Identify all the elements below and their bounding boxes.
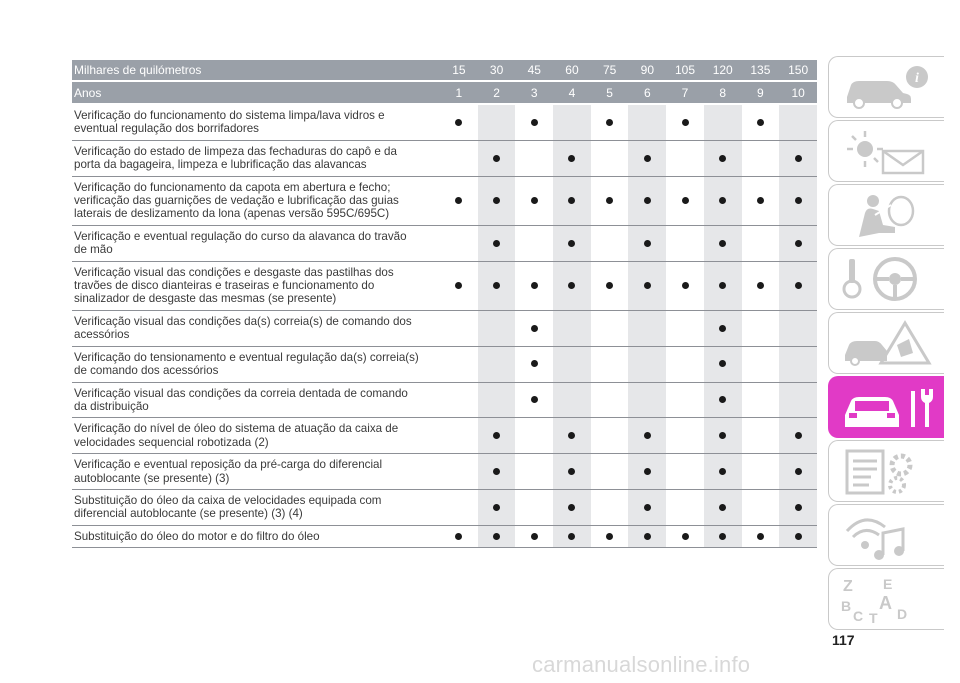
interval-cell xyxy=(440,454,478,490)
interval-cell xyxy=(779,454,817,490)
interval-cell xyxy=(666,262,704,311)
scheduled-mark xyxy=(757,119,764,126)
table-row xyxy=(72,347,817,383)
interval-cell xyxy=(440,226,478,262)
km-header-cell: 45 xyxy=(515,60,553,82)
operation-description: Verificação e eventual regulação do curso da alavanca do travão de mão xyxy=(72,226,440,262)
scheduled-mark xyxy=(795,197,802,204)
scheduled-mark xyxy=(682,119,689,126)
tab-safety[interactable] xyxy=(828,184,944,246)
tab-index[interactable] xyxy=(828,568,944,630)
interval-cell xyxy=(666,177,704,226)
scheduled-mark xyxy=(644,468,651,475)
interval-cell xyxy=(742,177,780,226)
interval-cell xyxy=(440,141,478,177)
scheduled-mark xyxy=(531,396,538,403)
scheduled-mark xyxy=(606,119,613,126)
scheduled-mark xyxy=(568,432,575,439)
interval-cell xyxy=(478,262,516,311)
interval-cell xyxy=(704,105,742,141)
interval-cell xyxy=(515,490,553,526)
car-info-icon xyxy=(839,63,935,113)
scheduled-mark xyxy=(493,240,500,247)
km-header-label: Milhares de quilómetros xyxy=(72,60,440,82)
interval-cell xyxy=(515,177,553,226)
interval-cell xyxy=(440,311,478,347)
interval-cell xyxy=(591,490,629,526)
operation-description: Substituição do óleo da caixa de velocidades equipada com diferencial autoblocante (se presente) (3) (4) xyxy=(72,490,440,526)
year-header-cell: 6 xyxy=(628,82,666,105)
year-header-cell: 9 xyxy=(742,82,780,105)
interval-cell xyxy=(666,226,704,262)
interval-cell xyxy=(591,526,629,548)
table-row xyxy=(72,105,817,141)
scheduled-mark xyxy=(644,504,651,511)
scheduled-mark xyxy=(531,197,538,204)
table-row xyxy=(72,177,817,226)
scheduled-mark xyxy=(493,155,500,162)
interval-cell xyxy=(440,418,478,454)
scheduled-mark xyxy=(795,504,802,511)
scheduled-mark xyxy=(568,533,575,540)
index-letter: D xyxy=(897,606,908,622)
interval-cell xyxy=(553,105,591,141)
interval-cell xyxy=(515,383,553,419)
scheduled-mark xyxy=(682,197,689,204)
tab-technical-data[interactable] xyxy=(828,440,944,502)
interval-cell xyxy=(628,262,666,311)
operation-description: Substituição do óleo do motor e do filtro do óleo xyxy=(72,526,440,548)
interval-cell xyxy=(478,141,516,177)
interval-cell xyxy=(553,311,591,347)
scheduled-mark xyxy=(682,282,689,289)
car-maintenance-wrench-icon xyxy=(839,383,935,433)
scheduled-mark xyxy=(531,533,538,540)
interval-cell xyxy=(704,490,742,526)
interval-cell xyxy=(742,383,780,419)
interval-cell xyxy=(628,383,666,419)
interval-cell xyxy=(779,262,817,311)
interval-cell xyxy=(440,105,478,141)
interval-cell xyxy=(779,526,817,548)
scheduled-mark xyxy=(568,468,575,475)
scheduled-mark xyxy=(455,282,462,289)
interval-cell xyxy=(553,347,591,383)
year-header-cell: 10 xyxy=(779,82,817,105)
svg-text:i: i xyxy=(915,71,919,86)
interval-cell xyxy=(704,177,742,226)
operation-description: Verificação do nível de óleo do sistema de atuação da caixa de velocidades sequencial robotizada (2) xyxy=(72,418,440,454)
scheduled-mark xyxy=(644,240,651,247)
index-letter: E xyxy=(883,576,893,592)
table-row xyxy=(72,418,817,454)
scheduled-mark xyxy=(531,325,538,332)
interval-cell xyxy=(704,383,742,419)
interval-cell xyxy=(515,526,553,548)
scheduled-mark xyxy=(531,282,538,289)
scheduled-mark xyxy=(644,197,651,204)
interval-cell xyxy=(440,526,478,548)
scheduled-mark xyxy=(719,360,726,367)
interval-cell xyxy=(478,383,516,419)
tab-knowing-the-car[interactable] xyxy=(828,56,944,118)
index-letter: T xyxy=(869,610,878,625)
scheduled-mark xyxy=(795,533,802,540)
airbag-seat-icon xyxy=(839,191,935,241)
index-letter: Z xyxy=(843,578,853,595)
scheduled-mark xyxy=(795,432,802,439)
operation-description: Verificação do tensionamento e eventual regulação da(s) correia(s) de comando dos acessórios xyxy=(72,347,440,383)
interval-cell xyxy=(440,490,478,526)
interval-cell xyxy=(628,418,666,454)
interval-cell xyxy=(591,383,629,419)
interval-cell xyxy=(553,177,591,226)
interval-cell xyxy=(478,490,516,526)
interval-cell xyxy=(478,526,516,548)
scheduled-mark xyxy=(719,432,726,439)
interval-cell xyxy=(666,311,704,347)
interval-cell xyxy=(628,347,666,383)
table-row xyxy=(72,490,817,526)
interval-cell xyxy=(742,311,780,347)
interval-cell xyxy=(779,311,817,347)
index-letter: B xyxy=(841,598,852,614)
scheduled-mark xyxy=(568,504,575,511)
scheduled-mark xyxy=(795,155,802,162)
operation-description: Verificação visual das condições da correia dentada de comando da distribuição xyxy=(72,383,440,419)
interval-cell xyxy=(704,347,742,383)
multimedia-music-icon xyxy=(839,511,935,561)
scheduled-mark xyxy=(719,533,726,540)
table-row xyxy=(72,226,817,262)
interval-cell xyxy=(704,141,742,177)
km-header-cell: 105 xyxy=(666,60,704,82)
operation-description: Verificação do funcionamento do sistema limpa/lava vidros e eventual regulação dos borrifadores xyxy=(72,105,440,141)
scheduled-mark xyxy=(644,533,651,540)
scheduled-mark xyxy=(493,282,500,289)
car-accident-warning-icon xyxy=(839,319,935,369)
interval-cell xyxy=(591,347,629,383)
scheduled-mark xyxy=(568,197,575,204)
maintenance-schedule-table xyxy=(72,60,817,548)
interval-cell xyxy=(628,141,666,177)
interval-cell xyxy=(666,105,704,141)
year-header-cell: 7 xyxy=(666,82,704,105)
interval-cell xyxy=(779,418,817,454)
interval-cell xyxy=(666,347,704,383)
interval-cell xyxy=(553,226,591,262)
interval-cell xyxy=(628,454,666,490)
scheduled-mark xyxy=(795,468,802,475)
interval-cell xyxy=(478,226,516,262)
year-header-cell: 8 xyxy=(704,82,742,105)
year-header-cell: 5 xyxy=(591,82,629,105)
scheduled-mark xyxy=(719,197,726,204)
table-row xyxy=(72,141,817,177)
interval-cell xyxy=(742,454,780,490)
interval-cell xyxy=(591,418,629,454)
scheduled-mark xyxy=(606,282,613,289)
scheduled-mark xyxy=(719,155,726,162)
interval-cell xyxy=(742,226,780,262)
scheduled-mark xyxy=(719,240,726,247)
watermark: carmanualsonline.info xyxy=(532,652,751,677)
interval-cell xyxy=(440,177,478,226)
interval-cell xyxy=(515,226,553,262)
interval-cell xyxy=(704,262,742,311)
interval-cell xyxy=(628,311,666,347)
years-header-label: Anos xyxy=(72,82,440,105)
interval-cell xyxy=(779,383,817,419)
tab-maintenance[interactable] xyxy=(828,376,944,438)
interval-cell xyxy=(704,418,742,454)
interval-cell xyxy=(704,226,742,262)
interval-cell xyxy=(553,262,591,311)
interval-cell xyxy=(478,105,516,141)
scheduled-mark xyxy=(644,282,651,289)
interval-cell xyxy=(666,490,704,526)
interval-cell xyxy=(704,526,742,548)
interval-cell xyxy=(553,454,591,490)
interval-cell xyxy=(440,347,478,383)
scheduled-mark xyxy=(719,468,726,475)
scheduled-mark xyxy=(757,282,764,289)
interval-cell xyxy=(591,226,629,262)
specifications-gear-icon xyxy=(839,447,935,497)
table-row xyxy=(72,526,817,548)
table-row xyxy=(72,311,817,347)
operation-description: Verificação do estado de limpeza das fechaduras do capô e da porta da bagageira, limpeza e lubrificação das alavancas xyxy=(72,141,440,177)
scheduled-mark xyxy=(644,432,651,439)
tab-emergency[interactable] xyxy=(828,312,944,374)
scheduled-mark xyxy=(455,197,462,204)
scheduled-mark xyxy=(455,533,462,540)
year-header-cell: 4 xyxy=(553,82,591,105)
interval-cell xyxy=(742,105,780,141)
interval-cell xyxy=(515,454,553,490)
interval-cell xyxy=(628,490,666,526)
scheduled-mark xyxy=(531,119,538,126)
scheduled-mark xyxy=(531,360,538,367)
scheduled-mark xyxy=(493,468,500,475)
interval-cell xyxy=(704,311,742,347)
scheduled-mark xyxy=(568,155,575,162)
scheduled-mark xyxy=(493,504,500,511)
years-header-row xyxy=(72,82,817,105)
km-header-cell: 30 xyxy=(478,60,516,82)
interval-cell xyxy=(666,454,704,490)
chapter-sidebar xyxy=(828,56,946,632)
year-header-cell: 3 xyxy=(515,82,553,105)
scheduled-mark xyxy=(757,533,764,540)
interval-cell xyxy=(478,454,516,490)
interval-cell xyxy=(440,383,478,419)
km-header-row xyxy=(72,60,817,82)
operation-description: Verificação e eventual reposição da pré-carga do diferencial autoblocante (se presente) (3) xyxy=(72,454,440,490)
interval-cell xyxy=(779,141,817,177)
interval-cell xyxy=(515,105,553,141)
table-row xyxy=(72,262,817,311)
interval-cell xyxy=(628,226,666,262)
interval-cell xyxy=(779,490,817,526)
scheduled-mark xyxy=(719,325,726,332)
interval-cell xyxy=(628,105,666,141)
interval-cell xyxy=(666,526,704,548)
year-header-cell: 2 xyxy=(478,82,516,105)
interval-cell xyxy=(553,383,591,419)
table-row xyxy=(72,383,817,419)
interval-cell xyxy=(742,347,780,383)
km-header-cell: 120 xyxy=(704,60,742,82)
scheduled-mark xyxy=(719,282,726,289)
scheduled-mark xyxy=(682,533,689,540)
scheduled-mark xyxy=(795,240,802,247)
interval-cell xyxy=(478,347,516,383)
interval-cell xyxy=(779,347,817,383)
scheduled-mark xyxy=(757,197,764,204)
operation-description: Verificação do funcionamento da capota em abertura e fecho; verificação das guarnições de vedação e lubrificação das guias laterais de deslizamento da lona (apenas versão 595C/695C) xyxy=(72,177,440,226)
interval-cell xyxy=(440,262,478,311)
interval-cell xyxy=(779,177,817,226)
interval-cell xyxy=(515,347,553,383)
scheduled-mark xyxy=(455,119,462,126)
interval-cell xyxy=(666,383,704,419)
interval-cell xyxy=(515,262,553,311)
interval-cell xyxy=(666,141,704,177)
scheduled-mark xyxy=(568,282,575,289)
interval-cell xyxy=(553,490,591,526)
interval-cell xyxy=(779,226,817,262)
scheduled-mark xyxy=(719,396,726,403)
scheduled-mark xyxy=(568,240,575,247)
table-row xyxy=(72,454,817,490)
interval-cell xyxy=(742,262,780,311)
tab-starting-driving[interactable] xyxy=(828,248,944,310)
scheduled-mark xyxy=(644,155,651,162)
index-letter: C xyxy=(853,608,864,624)
interval-cell xyxy=(478,177,516,226)
scheduled-mark xyxy=(493,197,500,204)
scheduled-mark xyxy=(606,533,613,540)
interval-cell xyxy=(628,526,666,548)
km-header-cell: 150 xyxy=(779,60,817,82)
interval-cell xyxy=(591,105,629,141)
interval-cell xyxy=(591,311,629,347)
interval-cell xyxy=(553,526,591,548)
km-header-cell: 60 xyxy=(553,60,591,82)
interval-cell xyxy=(779,105,817,141)
operation-description: Verificação visual das condições da(s) correia(s) de comando dos acessórios xyxy=(72,311,440,347)
year-header-cell: 1 xyxy=(440,82,478,105)
km-header-cell: 135 xyxy=(742,60,780,82)
interval-cell xyxy=(553,418,591,454)
interval-cell xyxy=(742,526,780,548)
index-letter: A xyxy=(879,593,892,613)
km-header-cell: 90 xyxy=(628,60,666,82)
interval-cell xyxy=(515,418,553,454)
km-header-cell: 75 xyxy=(591,60,629,82)
schedule-rows xyxy=(72,105,817,548)
interval-cell xyxy=(742,418,780,454)
interval-cell xyxy=(591,454,629,490)
tab-dashboard-warnings[interactable] xyxy=(828,120,944,182)
scheduled-mark xyxy=(795,282,802,289)
scheduled-mark xyxy=(493,533,500,540)
interval-cell xyxy=(591,177,629,226)
interval-cell xyxy=(553,141,591,177)
km-header-cell: 15 xyxy=(440,60,478,82)
scheduled-mark xyxy=(719,504,726,511)
interval-cell xyxy=(628,177,666,226)
interval-cell xyxy=(742,490,780,526)
warning-lights-message-icon xyxy=(839,127,935,177)
interval-cell xyxy=(591,262,629,311)
interval-cell xyxy=(515,311,553,347)
interval-cell xyxy=(704,454,742,490)
interval-cell xyxy=(666,418,704,454)
key-steering-wheel-icon xyxy=(839,255,935,305)
interval-cell xyxy=(591,141,629,177)
scheduled-mark xyxy=(493,432,500,439)
interval-cell xyxy=(515,141,553,177)
operation-description: Verificação visual das condições e desgaste das pastilhas dos travões de disco dianteiras e traseiras e funcionamento do sinalizador de desgaste das mesmas (se presente) xyxy=(72,262,440,311)
alphabetical-index-icon xyxy=(839,575,935,625)
interval-cell xyxy=(478,418,516,454)
interval-cell xyxy=(742,141,780,177)
scheduled-mark xyxy=(606,197,613,204)
tab-multimedia[interactable] xyxy=(828,504,944,566)
interval-cell xyxy=(478,311,516,347)
page-number: 117 xyxy=(832,632,855,648)
